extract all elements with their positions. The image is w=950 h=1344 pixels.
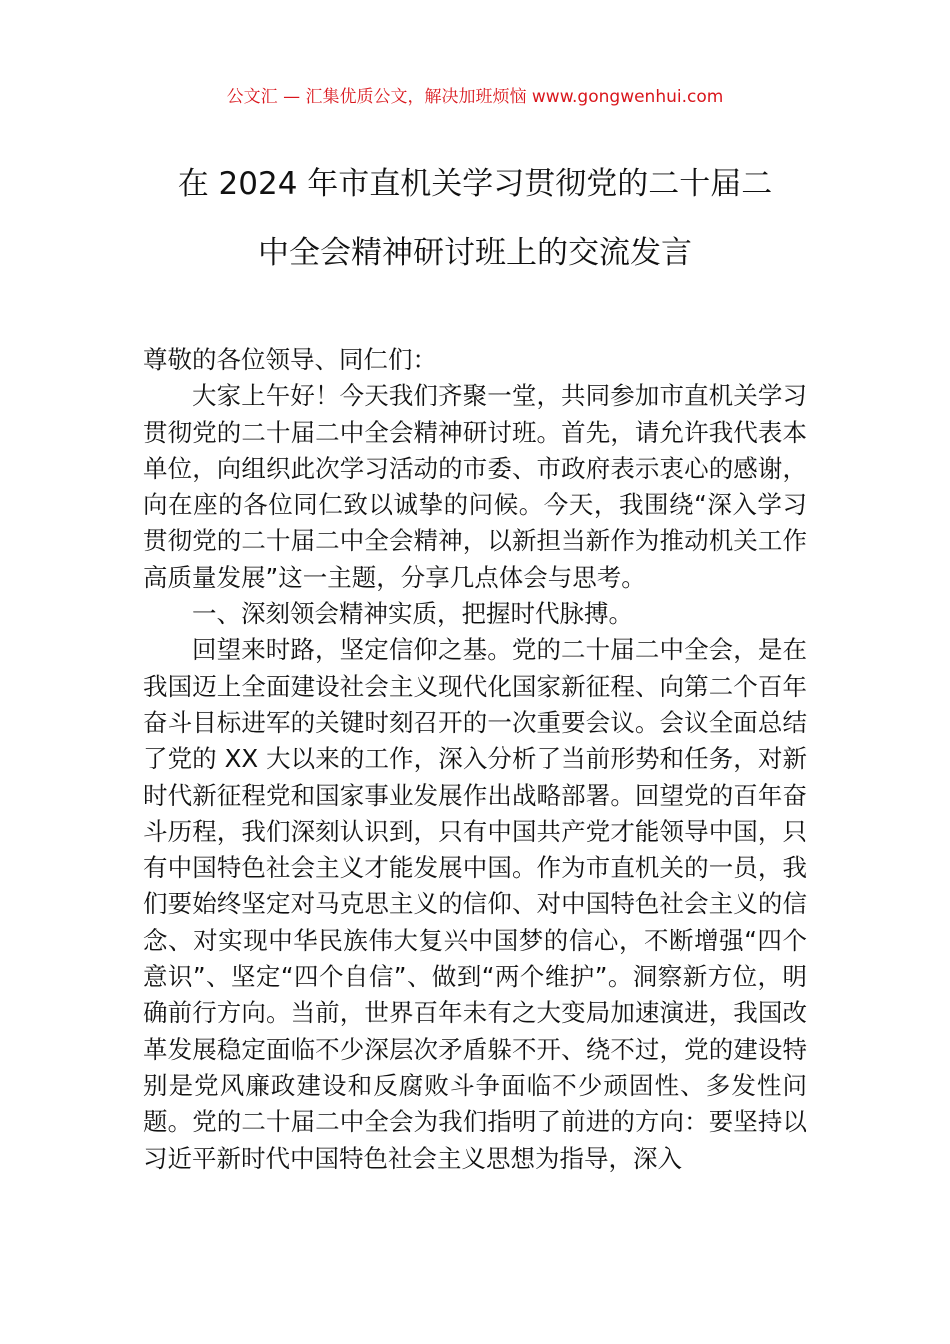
document-title-line-2: 中全会精神研讨班上的交流发言 — [258, 235, 692, 271]
paragraph-section-1: 回望来时路，坚定信仰之基。党的二十届二中全会，是在我国迈上全面建设社会主义现代化国家新征程、向第二个百年奋斗目标进军的关键时刻召开的一次重要会议。会议全面总结了党的 XX 大以来的工作，深入分析了当前形势和任务，对新时代新征程党和国家事业发展作出战略部署。回望党的百年奋斗历程，我们深刻认识到，只有中国共产党才能领导中国，只有中国特色社会主义才能发展中国。作为市直机关的一员，我们要始终坚定对马克思主义的信仰、对中国特色社会主义的信念、对实现中华民族伟大复兴中国梦的信心，不断增强“四个意识”、坚定“四个自信”、做到“两个维护”。洞察新方位，明确前行方向。当前，世界百年未有之大变局加速演进，我国改革发展稳定面临不少深层次矛盾躲不开、绕不过，党的建设特别是党风廉政建设和反腐败斗争面临不少顽固性、多发性问题。党的二十届二中全会为我们指明了前进的方向：要坚持以习近平新时代中国特色社会主义思想为指导，深入 — [143, 635, 807, 1173]
section-heading-1: 一、深刻领会精神实质，把握时代脉搏。 — [192, 599, 633, 629]
paragraph-opening: 大家上午好！今天我们齐聚一堂，共同参加市直机关学习贯彻党的二十届二中全会精神研讨班。首先，请允许我代表本单位，向组织此次学习活动的市委、市政府表示衷心的感谢，向在座的各位同仁致以诚挚的问候。今天，我围绕“深入学习贯彻党的二十届二中全会精神，以新担当新作为推动机关工作高质量发展”这一主题，分享几点体会与思考。 — [143, 381, 807, 592]
document-title-line-1: 在 2024 年市直机关学习贯彻党的二十届二 — [177, 166, 773, 202]
salutation: 尊敬的各位领导、同仁们： — [143, 345, 437, 374]
document-title — [100, 150, 850, 288]
document-body — [143, 342, 807, 1177]
header-banner: 公文汇 — 汇集优质公文，解决加班烦恼 www.gongwenhui.com — [226, 87, 724, 107]
